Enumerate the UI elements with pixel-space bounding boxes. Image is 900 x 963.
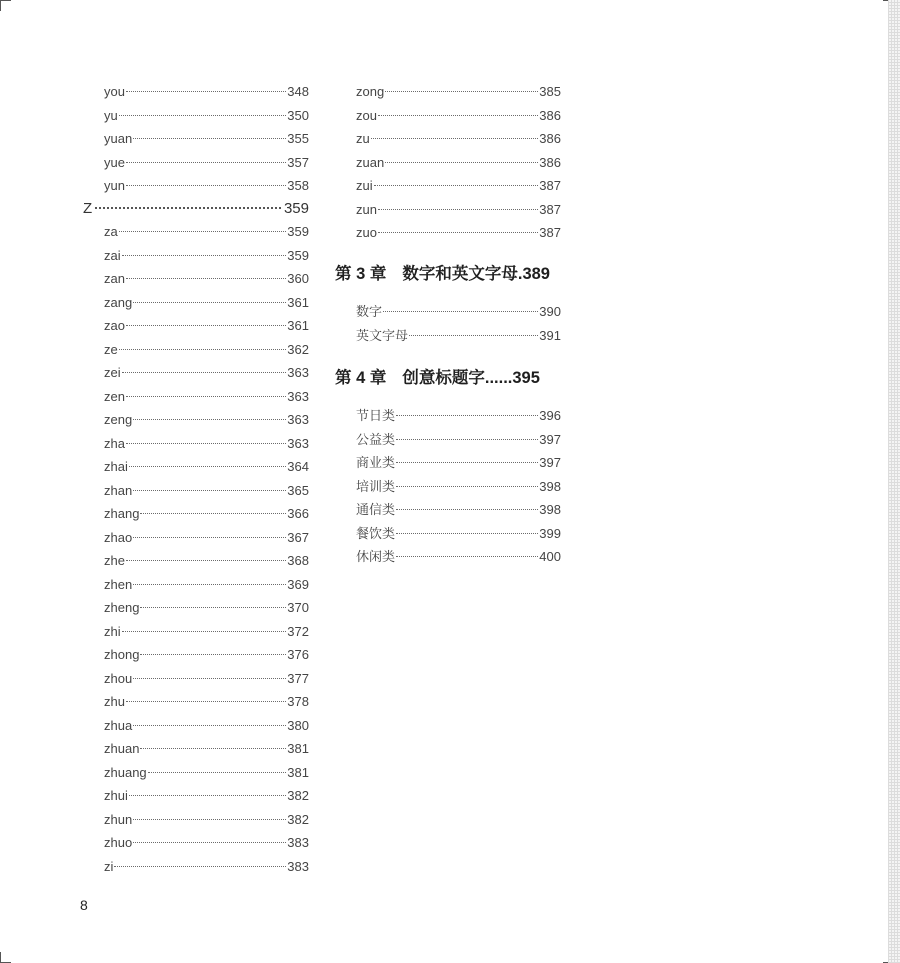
- toc-entry-label: 通信类: [356, 502, 396, 517]
- leader-dots: [126, 162, 286, 163]
- toc-entry-label: zhen: [104, 576, 133, 592]
- leader-dots: [133, 678, 286, 679]
- toc-entry-page: 390: [539, 304, 561, 319]
- toc-entry-page: 363: [287, 435, 309, 451]
- leader-dots: [396, 462, 538, 463]
- toc-entry-label: zun: [356, 201, 377, 217]
- toc-entry: [104, 831, 309, 855]
- toc-entry: [104, 80, 309, 104]
- toc-entry: [104, 502, 309, 526]
- chapter-title: 创意标题字: [402, 369, 485, 387]
- toc-entry-label: zuan: [356, 154, 385, 170]
- toc-entry-label: 休闲类: [356, 549, 396, 564]
- toc-entry-page: 391: [539, 327, 561, 343]
- toc-right-column-top: [356, 80, 561, 245]
- toc-entry-label: 公益类: [356, 431, 396, 447]
- toc-entry: [356, 451, 561, 475]
- toc-entry-page: 381: [287, 764, 309, 780]
- chapter-4-heading: [335, 365, 570, 391]
- toc-left-column-z: [104, 220, 309, 878]
- toc-entry-page: 365: [287, 482, 309, 498]
- chapter-number: 第 4 章: [335, 369, 387, 387]
- toc-entry-label: 商业类: [356, 455, 396, 470]
- toc-entry: [356, 475, 561, 499]
- toc-entry-label: zhuo: [104, 835, 133, 850]
- leader-dots: [148, 772, 287, 773]
- leader-dots: [133, 138, 286, 139]
- toc-entry: [104, 573, 309, 597]
- toc-entry-label: zi: [104, 858, 114, 874]
- toc-entry-page: 387: [539, 225, 561, 240]
- toc-entry-label: yun: [104, 178, 125, 193]
- toc-entry-label: zan: [104, 271, 125, 286]
- toc-left-column-top: [104, 80, 309, 198]
- toc-entry-page: 370: [287, 600, 309, 615]
- leader-dots: [126, 185, 286, 186]
- toc-entry-label: 餐饮类: [356, 525, 396, 541]
- page-number: 8: [80, 897, 88, 913]
- toc-entry-label: zhua: [104, 717, 133, 733]
- leader-dots: [378, 209, 538, 210]
- leader-dots: [378, 232, 538, 233]
- chapter-page: ......395: [484, 369, 540, 387]
- toc-entry-page: 361: [287, 294, 309, 310]
- leader-dots: [126, 325, 286, 326]
- toc-entry-label: ze: [104, 341, 118, 357]
- toc-entry-page: 348: [287, 84, 309, 99]
- toc-entry: [104, 784, 309, 808]
- leader-dots: [126, 278, 286, 279]
- toc-section-z: [83, 197, 309, 220]
- chapter-4-entries: [356, 404, 561, 569]
- leader-dots: [133, 584, 286, 585]
- toc-entry: [104, 291, 309, 315]
- leader-dots: [409, 335, 538, 336]
- toc-entry-page: 385: [539, 84, 561, 99]
- chapter-3-heading: [335, 261, 570, 287]
- leader-dots: [119, 349, 287, 350]
- toc-entry-label: zhi: [104, 623, 121, 639]
- toc-entry-page: 359: [287, 224, 309, 239]
- toc-entry-page: 363: [287, 365, 309, 380]
- toc-entry-page: 364: [287, 459, 309, 474]
- toc-entry-label: zuo: [356, 225, 377, 240]
- toc-entry: [104, 667, 309, 691]
- toc-entry-label: zang: [104, 294, 133, 310]
- leader-dots: [129, 795, 286, 796]
- toc-entry-label: 数字: [356, 304, 383, 319]
- toc-entry: [104, 220, 309, 244]
- chapter-number: 第 3 章: [335, 265, 387, 283]
- toc-entry-page: 368: [287, 553, 309, 568]
- toc-entry-page: 380: [287, 717, 309, 733]
- toc-entry: [104, 361, 309, 385]
- toc-entry: [104, 643, 309, 667]
- toc-entry: [356, 324, 561, 348]
- toc-entry: [104, 338, 309, 362]
- toc-entry-label: za: [104, 224, 118, 239]
- leader-dots: [371, 138, 539, 139]
- leader-dots: [119, 231, 287, 232]
- toc-entry-page: 382: [287, 811, 309, 827]
- toc-entry-page: 383: [287, 858, 309, 874]
- toc-entry-page: 387: [539, 178, 561, 193]
- toc-entry: [104, 455, 309, 479]
- toc-entry: [104, 385, 309, 409]
- chapter-page: .389: [517, 265, 550, 283]
- toc-entry-page: 355: [287, 131, 309, 146]
- toc-entry-page: 398: [539, 478, 561, 494]
- chapter-title: 数字和英文字母: [402, 265, 518, 283]
- toc-entry: [104, 151, 309, 175]
- toc-entry-label: zhe: [104, 553, 125, 568]
- leader-dots: [126, 443, 286, 444]
- toc-entry-label: zhuan: [104, 741, 140, 756]
- toc-entry: [104, 104, 309, 128]
- toc-entry: [104, 620, 309, 644]
- leader-dots: [385, 91, 538, 92]
- toc-entry: [356, 104, 561, 128]
- toc-entry: [356, 428, 561, 452]
- toc-entry-page: 383: [287, 835, 309, 850]
- leader-dots: [133, 419, 286, 420]
- toc-entry-page: 382: [287, 788, 309, 803]
- toc-entry-page: 362: [287, 341, 309, 357]
- toc-entry-label: zha: [104, 435, 125, 451]
- leader-dots: [383, 311, 538, 312]
- toc-entry-page: 387: [539, 201, 561, 217]
- leader-dots: [378, 115, 538, 116]
- toc-entry-page: 357: [287, 154, 309, 170]
- toc-entry-page: 397: [539, 455, 561, 470]
- chapter-3-entries: [356, 300, 561, 347]
- toc-entry: [356, 404, 561, 428]
- toc-entry-label: yuan: [104, 131, 133, 146]
- toc-entry: [104, 526, 309, 550]
- leader-dots: [126, 560, 286, 561]
- toc-entry-label: zhai: [104, 459, 128, 474]
- toc-entry-page: 386: [539, 154, 561, 170]
- leader-dots: [396, 556, 538, 557]
- leader-dots: [374, 185, 539, 186]
- leader-dots: [126, 396, 286, 397]
- toc-entry-page: 366: [287, 506, 309, 521]
- leader-dots: [133, 842, 286, 843]
- toc-entry: [356, 300, 561, 324]
- toc-entry-page: 372: [287, 623, 309, 639]
- toc-entry-page: 363: [287, 388, 309, 404]
- toc-entry-label: zhao: [104, 529, 133, 545]
- leader-dots: [129, 466, 286, 467]
- section-letter: Z: [83, 200, 93, 217]
- toc-entry: [104, 479, 309, 503]
- toc-entry: [356, 221, 561, 245]
- toc-entry-label: you: [104, 84, 125, 99]
- toc-entry-page: 386: [539, 131, 561, 146]
- toc-entry-page: 397: [539, 431, 561, 447]
- toc-entry-label: zhuang: [104, 764, 147, 780]
- toc-entry-label: zu: [356, 131, 370, 146]
- toc-entry: [104, 127, 309, 151]
- toc-entry: [356, 198, 561, 222]
- toc-entry: [104, 314, 309, 338]
- leader-dots: [114, 866, 286, 867]
- page-edge-texture: [888, 0, 900, 963]
- toc-entry-page: 376: [287, 647, 309, 662]
- leader-dots: [396, 533, 538, 534]
- leader-dots: [122, 631, 287, 632]
- toc-entry-page: 369: [287, 576, 309, 592]
- toc-entry-label: zhu: [104, 694, 125, 709]
- toc-entry: [104, 596, 309, 620]
- leader-dots: [385, 162, 538, 163]
- leader-dots: [396, 439, 538, 440]
- leader-dots: [140, 607, 286, 608]
- leader-dots: [119, 115, 287, 116]
- leader-dots: [396, 509, 538, 510]
- toc-entry-label: 节日类: [356, 408, 396, 423]
- toc-entry-label: zong: [356, 84, 385, 99]
- toc-entry: [356, 522, 561, 546]
- toc-entry-label: 培训类: [356, 478, 396, 494]
- toc-entry-label: 英文字母: [356, 327, 409, 343]
- leader-dots: [133, 725, 286, 726]
- toc-entry-label: zen: [104, 388, 125, 404]
- section-page: 359: [283, 200, 309, 217]
- toc-entry: [104, 244, 309, 268]
- toc-entry-label: zai: [104, 247, 121, 263]
- toc-entry-label: zhang: [104, 506, 140, 521]
- toc-entry: [356, 127, 561, 151]
- crop-mark-top-left: [0, 0, 11, 11]
- toc-entry: [356, 498, 561, 522]
- leader-dots: [126, 91, 286, 92]
- toc-entry-page: 363: [287, 412, 309, 427]
- toc-entry-label: zhun: [104, 811, 133, 827]
- leader-dots: [396, 415, 538, 416]
- leader-dots: [133, 490, 286, 491]
- leader-dots: [122, 255, 287, 256]
- toc-entry-page: 350: [287, 107, 309, 123]
- toc-entry-page: 399: [539, 525, 561, 541]
- toc-entry: [356, 80, 561, 104]
- toc-entry: [104, 808, 309, 832]
- toc-entry-label: zhui: [104, 788, 128, 803]
- toc-entry-page: 398: [539, 502, 561, 517]
- toc-entry: [104, 267, 309, 291]
- toc-entry: [356, 545, 561, 569]
- toc-entry-page: 378: [287, 694, 309, 709]
- toc-entry-label: zhong: [104, 647, 140, 662]
- leader-dots: [122, 372, 287, 373]
- toc-entry-label: zou: [356, 107, 377, 123]
- toc-entry-label: yue: [104, 154, 125, 170]
- toc-entry-page: 377: [287, 670, 309, 686]
- toc-entry: [104, 432, 309, 456]
- toc-entry-page: 360: [287, 271, 309, 286]
- toc-entry-label: yu: [104, 107, 118, 123]
- leader-dots: [133, 819, 286, 820]
- toc-entry-page: 386: [539, 107, 561, 123]
- toc-entry: [356, 151, 561, 175]
- toc-entry-label: zheng: [104, 600, 140, 615]
- toc-entry-page: 361: [287, 318, 309, 333]
- toc-entry-page: 358: [287, 178, 309, 193]
- toc-entry-label: zeng: [104, 412, 133, 427]
- toc-entry: [104, 855, 309, 879]
- leader-dots: [133, 537, 286, 538]
- crop-mark-bottom-left: [0, 952, 11, 963]
- toc-entry-page: 367: [287, 529, 309, 545]
- leader-dots: [396, 486, 538, 487]
- toc-entry: [104, 761, 309, 785]
- leader-dots: [140, 654, 286, 655]
- toc-entry-page: 400: [539, 549, 561, 564]
- leader-dots: [140, 748, 286, 749]
- toc-entry-label: zhan: [104, 482, 133, 498]
- toc-entry: [104, 714, 309, 738]
- toc-entry: [104, 174, 309, 198]
- toc-entry-label: zui: [356, 178, 373, 193]
- toc-entry-label: zei: [104, 365, 121, 380]
- toc-entry-page: 359: [287, 247, 309, 263]
- toc-entry-page: 396: [539, 408, 561, 423]
- toc-entry: [356, 174, 561, 198]
- toc-entry: [104, 408, 309, 432]
- toc-entry: [104, 690, 309, 714]
- toc-entry-page: 381: [287, 741, 309, 756]
- toc-entry: [104, 737, 309, 761]
- leader-dots: [126, 701, 286, 702]
- toc-entry-label: zao: [104, 318, 125, 333]
- leader-dots: [95, 207, 281, 209]
- leader-dots: [133, 302, 286, 303]
- toc-entry: [104, 549, 309, 573]
- toc-entry-label: zhou: [104, 670, 133, 686]
- leader-dots: [140, 513, 286, 514]
